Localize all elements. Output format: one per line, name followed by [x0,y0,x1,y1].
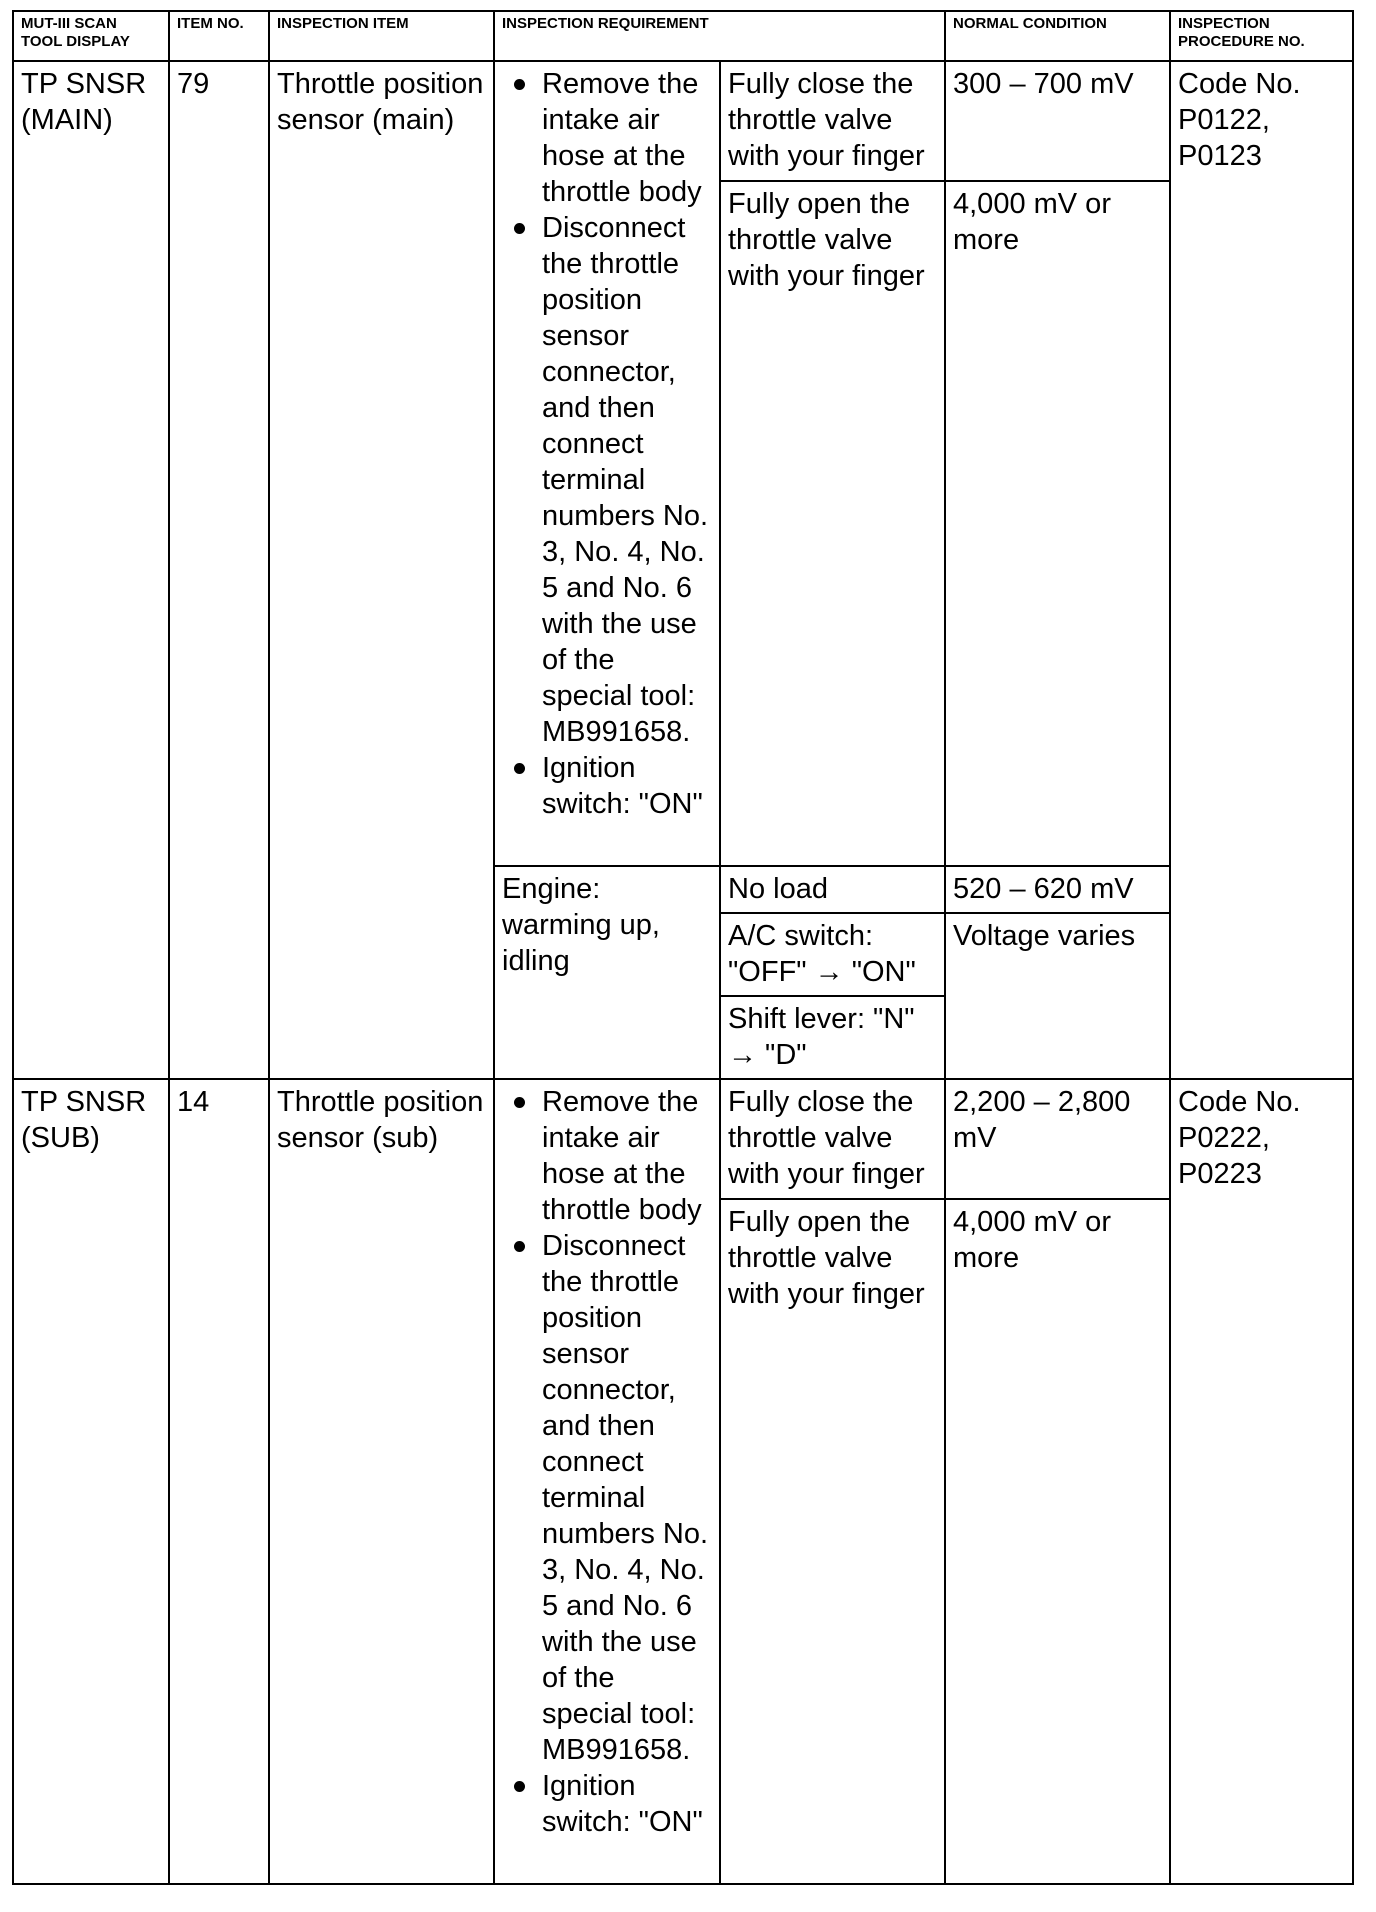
procedure-code-1: P0122, [1178,104,1270,136]
condition-fully-open-cell: Fully open the throttle valve with your finger [720,1199,945,1884]
requirement-list [502,66,712,822]
inspection-item-cell: Throttle position sensor (main) [269,61,494,1079]
table-row [13,1079,1353,1199]
normal-no-load-cell: 520 – 620 mV [945,866,1170,913]
list-item: Disconnect the throttle position sensor connector, and then connect terminal numbers No. 3, No. 4, No. 5 and No. 6 with the use of the special tool: MB991658. [542,210,712,750]
procedure-code-2: P0223 [1178,1158,1262,1190]
requirement-bullets-cell [494,1079,720,1884]
list-item: Disconnect the throttle position sensor connector, and then connect terminal numbers No. 3, No. 4, No. 5 and No. 6 with the use of the special tool: MB991658. [542,1228,712,1768]
inspection-item-cell: Throttle position sensor (sub) [269,1079,494,1884]
scan-tool-display-cell [13,61,169,1079]
display-sublabel: (MAIN) [21,104,113,136]
procedure-code-1: P0222, [1178,1122,1270,1154]
condition-fully-close-cell: Fully close the throttle valve with your finger [720,1079,945,1199]
requirement-bullets-cell [494,61,720,866]
header-inspection-procedure-no: INSPECTION PROCEDURE NO. [1170,11,1353,61]
header-item-no: ITEM NO. [169,11,269,61]
table-row [13,61,1353,181]
procedure-no-cell [1170,1079,1353,1884]
procedure-code-label: Code No. [1178,68,1301,100]
normal-close-cell: 300 – 700 mV [945,61,1170,181]
display-label: TP SNSR [21,68,147,100]
procedure-code-label: Code No. [1178,1086,1301,1118]
item-no-cell: 14 [169,1079,269,1884]
item-no-cell: 79 [169,61,269,1079]
normal-open-cell: 4,000 mV or more [945,181,1170,866]
condition-fully-open-cell: Fully open the throttle valve with your finger [720,181,945,866]
list-item: Remove the intake air hose at the throttle body [542,1084,712,1228]
normal-open-cell: 4,000 mV or more [945,1199,1170,1884]
normal-close-cell: 2,200 – 2,800 mV [945,1079,1170,1199]
display-sublabel: (SUB) [21,1122,100,1154]
procedure-no-cell [1170,61,1353,1079]
procedure-code-2: P0123 [1178,140,1262,172]
engine-state-cell: Engine: warming up, idling [494,866,720,1079]
header-normal-condition: NORMAL CONDITION [945,11,1170,61]
inspection-table [12,10,1354,1885]
condition-ac-switch-cell: A/C switch: "OFF" → "ON" [720,913,945,996]
list-item: Remove the intake air hose at the throttle body [542,66,712,210]
condition-shift-lever-cell: Shift lever: "N" → "D" [720,996,945,1079]
normal-voltage-varies-cell: Voltage varies [945,913,1170,1079]
header-scan-tool-display: MUT-III SCAN TOOL DISPLAY [13,11,169,61]
list-item: Ignition switch: "ON" [542,750,712,822]
condition-fully-close-cell: Fully close the throttle valve with your finger [720,61,945,181]
header-inspection-item: INSPECTION ITEM [269,11,494,61]
list-item: Ignition switch: "ON" [542,1768,712,1840]
condition-no-load-cell: No load [720,866,945,913]
requirement-list [502,1084,712,1840]
display-label: TP SNSR [21,1086,147,1118]
header-inspection-requirement: INSPECTION REQUIREMENT [494,11,945,61]
scan-tool-display-cell [13,1079,169,1884]
header-row [13,11,1353,61]
